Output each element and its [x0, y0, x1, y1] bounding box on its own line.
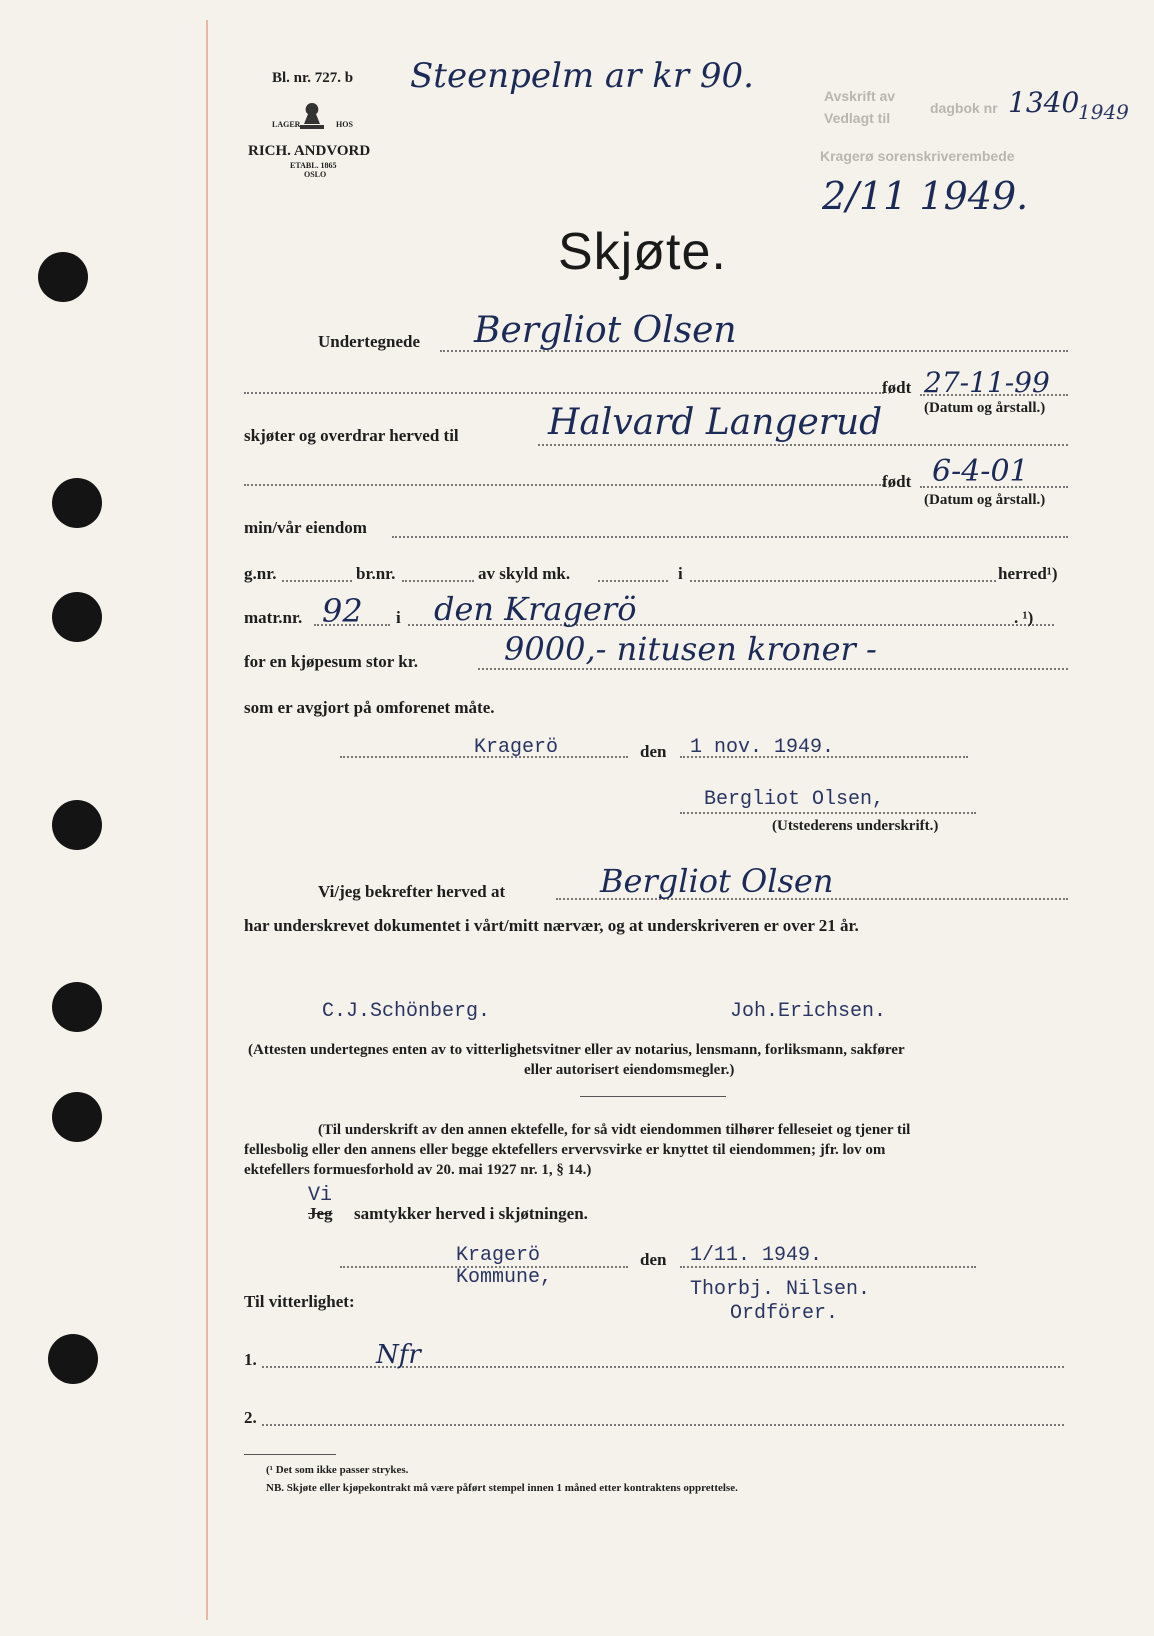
publisher-logo-icon — [292, 100, 332, 136]
spouse-signer-line2: Ordförer. — [730, 1302, 839, 1325]
skyld-line — [598, 580, 668, 582]
brnr-line — [402, 580, 474, 582]
stamp-line-2: dagbok nr — [930, 100, 998, 116]
buyer-born-date: 6-4-01 — [932, 454, 1029, 489]
seller-born-line — [920, 394, 1068, 396]
footnote-1: (¹ Det som ikke passer strykes. — [266, 1464, 409, 1476]
herred-line — [690, 580, 996, 582]
attestation-item-2: 2. — [244, 1408, 257, 1427]
punch-hole-icon — [52, 1092, 102, 1142]
herred-label: herred¹) — [998, 564, 1058, 583]
publisher-name: RICH. ANDVORD — [248, 143, 371, 159]
buyer-born-line — [920, 486, 1068, 488]
spouse-place-line1: Kragerö — [456, 1244, 541, 1267]
attestation-line-2 — [262, 1424, 1064, 1426]
brnr-label: br.nr. — [356, 564, 396, 583]
i-label: i — [678, 564, 683, 583]
signing-date: 1 nov. 1949. — [690, 736, 835, 759]
punch-hole-icon — [52, 592, 102, 642]
logo-text-left: LAGER — [272, 120, 301, 129]
publisher-city: OSLO — [304, 170, 327, 179]
spouse-vi: Vi — [308, 1184, 333, 1207]
seller-extra-line — [244, 392, 884, 394]
buyer-label: skjøter og overdrar herved til — [244, 426, 459, 445]
property-line — [392, 536, 1068, 538]
attestation-initials: Nfr — [376, 1340, 421, 1370]
skyld-label: av skyld mk. — [478, 564, 571, 583]
stamp-line-4: Kragerø sorenskriverembede — [820, 148, 1015, 164]
witness-statement: har underskrevet dokumentet i vårt/mitt nærvær, og at underskriveren er over 21 år. — [244, 916, 859, 935]
stamp-line-3: Vedlagt til — [824, 110, 891, 126]
spouse-text-line2: fellesbolig eller den annens eller begge ektefellers ervervsvirke er knyttet til eiendommen; jfr. lov om — [244, 1142, 886, 1158]
price-settled: som er avgjort på omforenet måte. — [244, 698, 495, 717]
attestation-label: Til vitterlighet: — [244, 1292, 355, 1311]
seller-name: Bergliot Olsen — [474, 310, 737, 351]
margin-rule — [206, 20, 208, 1620]
witness-one: C.J.Schönberg. — [322, 1000, 491, 1023]
matr-label: matr.nr. — [244, 608, 303, 627]
handwritten-date: 2/11 1949. — [822, 174, 1029, 218]
stamp-line-1: Avskrift av — [824, 88, 896, 104]
spouse-consent: samtykker herved i skjøtningen. — [354, 1204, 588, 1223]
footnote-rule — [244, 1454, 336, 1455]
section-divider — [580, 1096, 726, 1097]
buyer-name: Halvard Langerud — [548, 402, 883, 443]
spouse-jeg-struck: Jeg — [308, 1204, 333, 1223]
spouse-date: 1/11. 1949. — [690, 1244, 823, 1267]
price-label: for en kjøpesum stor kr. — [244, 652, 418, 671]
signer-hint: (Utstederens underskrift.) — [772, 818, 939, 834]
buyer-born-label: født — [882, 472, 912, 491]
price-value: 9000,- nitusen kroner - — [504, 630, 877, 668]
signing-den: den — [640, 742, 667, 761]
matr-place: den Kragerö — [434, 590, 637, 628]
spouse-den: den — [640, 1250, 667, 1269]
punch-hole-icon — [52, 478, 102, 528]
signer-line — [680, 812, 976, 814]
form-number: Bl. nr. 727. b — [272, 70, 354, 86]
buyer-born-hint: (Datum og årstall.) — [924, 492, 1046, 508]
stamp-number: 1340 — [1008, 86, 1080, 119]
spouse-signer-line1: Thorbj. Nilsen. — [690, 1278, 871, 1301]
seller-born-date: 27-11-99 — [924, 366, 1050, 399]
spouse-place-line2: Kommune, — [456, 1266, 553, 1289]
buyer-line — [538, 444, 1068, 446]
handwritten-fee-note: Steenpelm ar kr 90. — [410, 56, 754, 96]
punch-hole-icon — [38, 252, 88, 302]
witness-note-line2: eller autorisert eiendomsmegler.) — [524, 1062, 735, 1078]
buyer-extra-line — [244, 484, 884, 486]
price-line — [478, 668, 1068, 670]
spouse-text-line1: (Til underskrift av den annen ektefelle, for så vidt eiendommen tilhører felleseiet og tjener til — [318, 1122, 911, 1138]
punch-hole-icon — [52, 982, 102, 1032]
spouse-text-line3: ektefellers formuesforhold av 20. mai 1927 nr. 1, § 14.) — [244, 1162, 592, 1178]
matr-i: i — [396, 608, 401, 627]
seller-born-label: født — [882, 378, 912, 397]
publisher-established: ETABL. 1865 — [290, 161, 337, 170]
footnote-2: NB. Skjøte eller kjøpekontrakt må være påført stempel innen 1 måned etter kontraktens opprettelse. — [266, 1482, 738, 1494]
matr-end: . ¹) — [1014, 608, 1034, 627]
property-label: min/vår eiendom — [244, 518, 367, 537]
confirm-label: Vi/jeg bekrefter herved at — [318, 882, 506, 901]
signer-name: Bergliot Olsen, — [704, 788, 885, 811]
stamp-year: 1949 — [1078, 100, 1129, 124]
confirm-name: Bergliot Olsen — [600, 862, 834, 900]
punch-hole-icon — [48, 1334, 98, 1384]
witness-two: Joh.Erichsen. — [730, 1000, 887, 1023]
gnr-label: g.nr. — [244, 564, 277, 583]
matr-value: 92 — [322, 592, 363, 630]
logo-text-right: HOS — [336, 120, 353, 129]
seller-label: Undertegnede — [318, 332, 420, 351]
seller-born-hint: (Datum og årstall.) — [924, 400, 1046, 416]
punch-hole-icon — [52, 800, 102, 850]
gnr-line — [282, 580, 352, 582]
attestation-item-1: 1. — [244, 1350, 257, 1369]
witness-note-line1: (Attesten undertegnes enten av to vitterlighetsvitner eller av notarius, lensmann, forliksmann, sakfører — [248, 1042, 905, 1058]
signing-place: Kragerö — [474, 736, 559, 759]
document-title: Skjøte. — [558, 223, 727, 281]
